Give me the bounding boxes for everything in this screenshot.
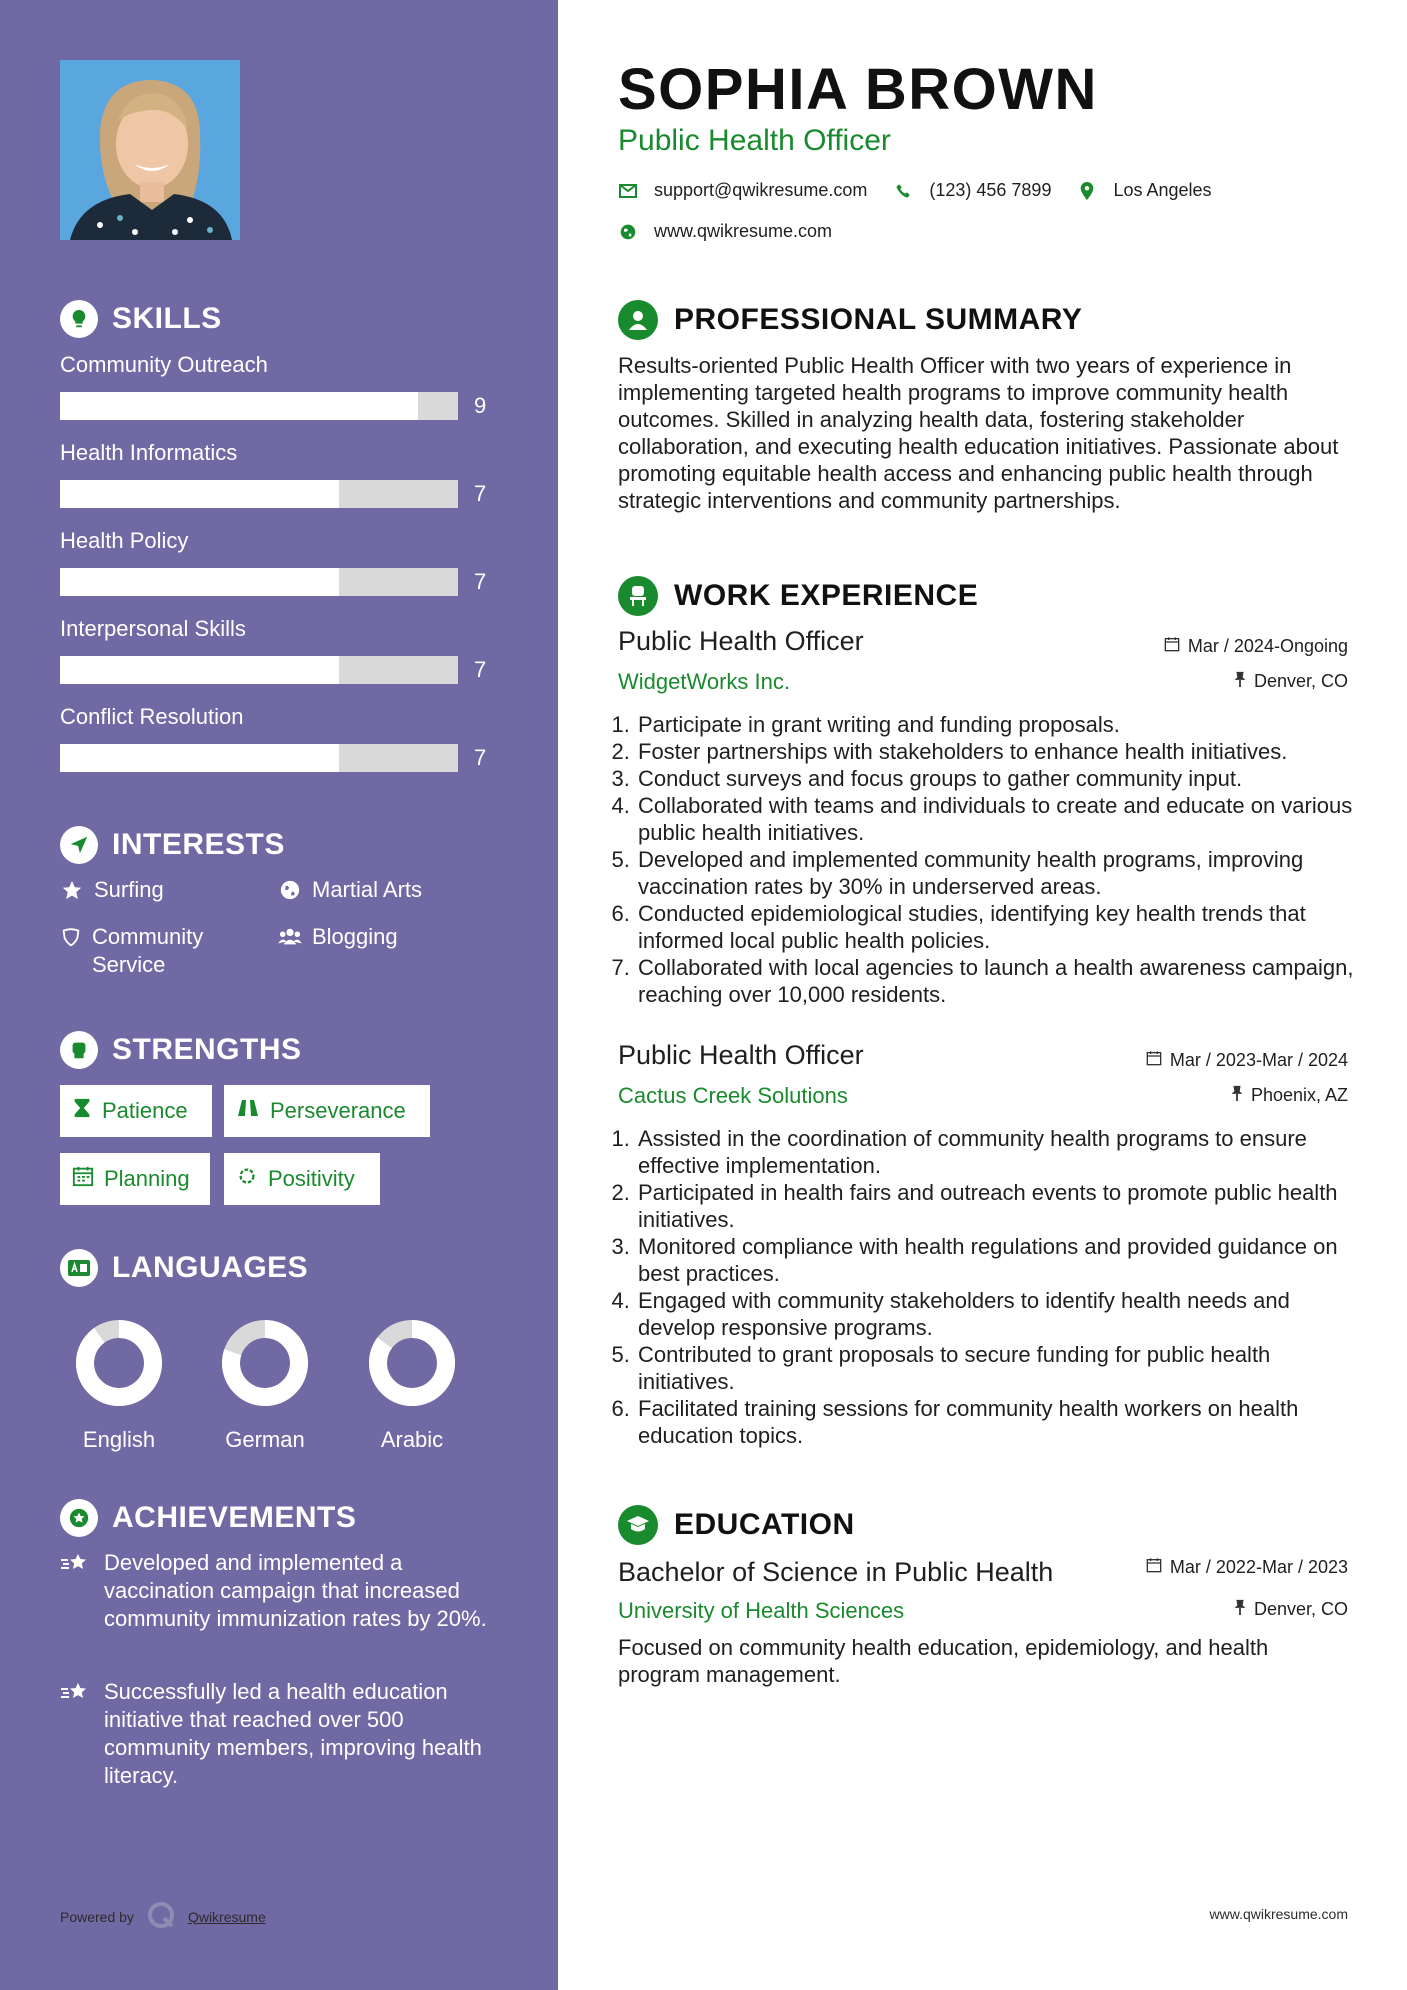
skills-title: SKILLS bbox=[112, 302, 222, 335]
interest-item bbox=[278, 923, 398, 951]
achievement-text: Successfully led a health education initiative that reached over 500 community members, improving health literacy. bbox=[104, 1679, 482, 1788]
job-dates-text: Mar / 2024-Ongoing bbox=[1187, 636, 1348, 656]
skill-item bbox=[60, 704, 500, 772]
experience-heading bbox=[618, 576, 978, 616]
qwikresume-logo-icon bbox=[146, 1900, 176, 1933]
skill-bar-fill bbox=[60, 480, 339, 508]
education-title: EDUCATION bbox=[674, 1508, 855, 1541]
strength-label: Perseverance bbox=[270, 1098, 406, 1123]
list-item: 4. Collaborated with teams and individuals to create and educate on various public health initiatives. bbox=[636, 792, 1371, 846]
education-location bbox=[1234, 1599, 1348, 1620]
language-donut bbox=[220, 1318, 310, 1408]
job-location-text: Phoenix, AZ bbox=[1250, 1085, 1348, 1105]
user-icon bbox=[618, 300, 658, 340]
globe-icon bbox=[278, 876, 302, 904]
job-responsibilities bbox=[618, 1125, 1371, 1449]
phone-number[interactable]: (123) 456 7899 bbox=[929, 180, 1052, 200]
profile-photo bbox=[60, 60, 240, 240]
skill-item bbox=[60, 528, 500, 596]
strength-badge bbox=[224, 1085, 430, 1137]
list-item: 7. Collaborated with local agencies to launch a health awareness campaign, reaching over 10,000 residents. bbox=[636, 954, 1371, 1008]
summary-title: PROFESSIONAL SUMMARY bbox=[674, 303, 1083, 336]
skill-value: 7 bbox=[474, 481, 487, 506]
skill-bar bbox=[60, 656, 458, 684]
strength-label: Planning bbox=[104, 1166, 190, 1191]
sun-icon bbox=[236, 1165, 258, 1193]
powered-by-label: Powered by bbox=[60, 1908, 134, 1925]
education-dates bbox=[1146, 1557, 1348, 1578]
translate-icon bbox=[60, 1249, 98, 1287]
job-responsibilities bbox=[618, 711, 1371, 1008]
candidate-title: Public Health Officer bbox=[618, 124, 891, 157]
experience-title: WORK EXPERIENCE bbox=[674, 579, 979, 612]
powered-by bbox=[60, 1900, 266, 1933]
job-dates-text: Mar / 2023-Mar / 2024 bbox=[1169, 1050, 1348, 1070]
globe-icon bbox=[618, 222, 638, 242]
skill-item bbox=[60, 616, 500, 684]
portrait-illustration bbox=[60, 60, 240, 240]
calendar-icon bbox=[72, 1165, 94, 1193]
skill-name: Conflict Resolution bbox=[60, 704, 244, 729]
strength-badge bbox=[60, 1085, 212, 1137]
language-item bbox=[347, 1318, 477, 1453]
interest-item bbox=[278, 876, 422, 904]
star-icon bbox=[60, 876, 84, 904]
road-icon bbox=[236, 1098, 260, 1124]
achievements-title: ACHIEVEMENTS bbox=[112, 1501, 357, 1534]
interest-item bbox=[60, 876, 164, 904]
skill-name: Community Outreach bbox=[60, 352, 268, 377]
skill-item bbox=[60, 440, 500, 508]
job-dates bbox=[1164, 636, 1348, 657]
achievements-heading bbox=[60, 1499, 356, 1537]
languages-title: LANGUAGES bbox=[112, 1251, 309, 1284]
education-heading bbox=[618, 1505, 855, 1545]
school-name: University of Health Sciences bbox=[618, 1598, 905, 1623]
skill-bar bbox=[60, 480, 458, 508]
hourglass-icon bbox=[72, 1097, 92, 1125]
list-item: 5. Developed and implemented community health programs, improving vaccination rates by 30% in underserved areas. bbox=[636, 846, 1371, 900]
language-donut bbox=[74, 1318, 164, 1408]
calendar-icon bbox=[1146, 1050, 1162, 1071]
fist-icon bbox=[60, 1031, 98, 1069]
interest-item bbox=[60, 923, 240, 979]
envelope-icon bbox=[618, 181, 638, 201]
strength-label: Positivity bbox=[268, 1166, 355, 1191]
language-label: German bbox=[225, 1427, 305, 1452]
job-dates bbox=[1146, 1050, 1348, 1071]
chair-icon bbox=[618, 576, 658, 616]
contact-row bbox=[618, 180, 1212, 201]
company-name: Cactus Creek Solutions bbox=[618, 1083, 848, 1108]
pushpin-icon bbox=[1234, 671, 1246, 692]
skill-item bbox=[60, 352, 500, 420]
list-item: 6. Conducted epidemiological studies, identifying key health trends that informed local public health policies. bbox=[636, 900, 1371, 954]
interest-label: Surfing bbox=[94, 877, 164, 902]
skill-name: Health Informatics bbox=[60, 440, 238, 465]
skill-bar bbox=[60, 568, 458, 596]
strength-badge bbox=[60, 1153, 210, 1205]
website-row bbox=[618, 221, 832, 242]
job-location bbox=[1234, 671, 1348, 692]
strength-badge bbox=[224, 1153, 380, 1205]
interests-heading bbox=[60, 826, 285, 864]
candidate-name: SOPHIA BROWN bbox=[618, 57, 1098, 122]
calendar-icon bbox=[1146, 1557, 1162, 1578]
list-item: 3. Conduct surveys and focus groups to gather community input. bbox=[636, 765, 1371, 792]
skills-heading bbox=[60, 300, 222, 338]
skill-value: 9 bbox=[474, 393, 487, 418]
skill-bar bbox=[60, 392, 458, 420]
map-pin-icon bbox=[1077, 181, 1097, 201]
languages-heading bbox=[60, 1249, 308, 1287]
strengths-heading bbox=[60, 1031, 302, 1069]
skill-value: 7 bbox=[474, 745, 487, 770]
list-item: 1. Participate in grant writing and funding proposals. bbox=[636, 711, 1371, 738]
skill-bar-fill bbox=[60, 568, 339, 596]
job-location bbox=[1231, 1085, 1348, 1106]
users-icon bbox=[278, 923, 302, 951]
interest-label: Community Service bbox=[92, 924, 204, 977]
skill-bar-fill bbox=[60, 392, 418, 420]
language-label: English bbox=[82, 1427, 156, 1452]
calendar-icon bbox=[1164, 636, 1180, 657]
language-item bbox=[200, 1318, 330, 1453]
lightbulb-icon bbox=[60, 300, 98, 338]
graduate-icon bbox=[618, 1505, 658, 1545]
language-donut bbox=[367, 1318, 457, 1408]
summary-heading bbox=[618, 300, 1082, 340]
list-item: 1. Assisted in the coordination of community health programs to ensure effective implementation. bbox=[636, 1125, 1371, 1179]
skill-name: Health Policy bbox=[60, 528, 189, 553]
skill-bar-fill bbox=[60, 656, 339, 684]
job-location-text: Denver, CO bbox=[1253, 671, 1348, 691]
job-title: Public Health Officer bbox=[618, 626, 864, 656]
interest-label: Blogging bbox=[312, 924, 398, 949]
list-item: 2. Participated in health fairs and outreach events to promote public health initiatives. bbox=[636, 1179, 1371, 1233]
strengths-title: STRENGTHS bbox=[112, 1033, 302, 1066]
interests-title: INTERESTS bbox=[112, 828, 285, 861]
list-item: 2. Foster partnerships with stakeholders to enhance health initiatives. bbox=[636, 738, 1371, 765]
education-location-text: Denver, CO bbox=[1253, 1599, 1348, 1619]
email-link[interactable]: support@qwikresume.com bbox=[654, 180, 868, 200]
summary-text: Results-oriented Public Health Officer with two years of experience in implementing targeted health programs to improve community health outcomes. Skilled in analyzing health data, fostering stakeholder collaboration, and executing health education initiatives. Passionate about promoting equitable health access and enhancing public health through strategic interventions and community partnerships. bbox=[618, 353, 1339, 513]
shield-icon bbox=[60, 923, 82, 951]
education-description: Focused on community health education, epidemiology, and health program management. bbox=[618, 1635, 1269, 1687]
sidebar bbox=[0, 0, 558, 1990]
phone-icon bbox=[893, 181, 913, 201]
achievement-item bbox=[60, 1678, 500, 1790]
shooting-star-icon bbox=[60, 1549, 92, 1633]
job-title: Public Health Officer bbox=[618, 1040, 864, 1070]
language-label: Arabic bbox=[380, 1427, 444, 1452]
paper-plane-icon bbox=[60, 826, 98, 864]
skill-name: Interpersonal Skills bbox=[60, 616, 246, 641]
skill-value: 7 bbox=[474, 657, 487, 682]
degree-title: Bachelor of Science in Public Health bbox=[618, 1557, 1054, 1587]
pushpin-icon bbox=[1234, 1599, 1246, 1620]
skill-value: 7 bbox=[474, 569, 487, 594]
list-item: 3. Monitored compliance with health regulations and provided guidance on best practices. bbox=[636, 1233, 1371, 1287]
website-link[interactable]: www.qwikresume.com bbox=[654, 221, 833, 241]
achievement-text: Developed and implemented a vaccination campaign that increased community immunization rates by 20%. bbox=[104, 1550, 487, 1631]
location-text: Los Angeles bbox=[1113, 180, 1212, 200]
list-item: 5. Contributed to grant proposals to secure funding for public health initiatives. bbox=[636, 1341, 1371, 1395]
qwikresume-link[interactable]: Qwikresume bbox=[187, 1908, 266, 1925]
strength-label: Patience bbox=[102, 1098, 188, 1123]
skill-bar bbox=[60, 744, 458, 772]
list-item: 4. Engaged with community stakeholders to identify health needs and develop responsive programs. bbox=[636, 1287, 1371, 1341]
company-name: WidgetWorks Inc. bbox=[618, 669, 790, 694]
education-dates-text: Mar / 2022-Mar / 2023 bbox=[1169, 1557, 1348, 1577]
award-star-icon bbox=[60, 1499, 98, 1537]
shooting-star-icon bbox=[60, 1678, 92, 1790]
achievement-item bbox=[60, 1549, 500, 1633]
list-item: 6. Facilitated training sessions for community health workers on health education topics. bbox=[636, 1395, 1371, 1449]
language-donut-fill bbox=[85, 1329, 153, 1397]
language-item bbox=[54, 1318, 184, 1453]
pushpin-icon bbox=[1231, 1085, 1243, 1106]
interest-label: Martial Arts bbox=[312, 877, 423, 902]
footer-website[interactable]: www.qwikresume.com bbox=[1209, 1906, 1348, 1922]
skill-bar-fill bbox=[60, 744, 339, 772]
